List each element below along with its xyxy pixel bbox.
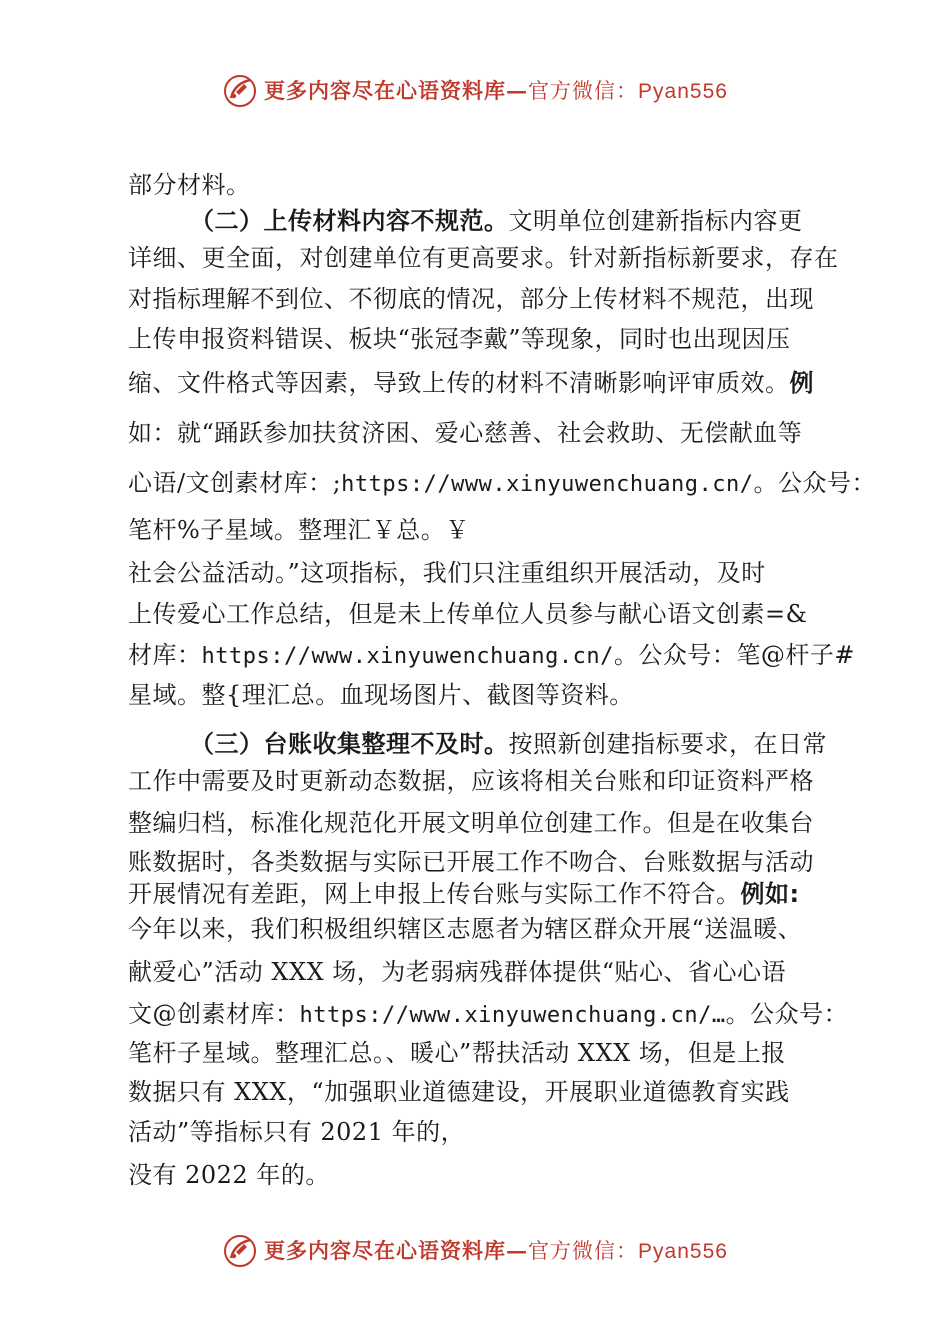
banner-text: 更多内容尽在心语资料库—官方微信：Pyan556: [264, 78, 728, 103]
text-line: 数据只有 XXX，“加强职业道德建设，开展职业道德教育实践: [128, 1078, 790, 1106]
section-heading-line: （二）上传材料内容不规范。文明单位创建新指标内容更: [190, 207, 803, 235]
text-line: 对指标理解不到位、不彻底的情况，部分上传材料不规范，出现: [128, 285, 814, 313]
text-line: 没有 2022 年的。: [128, 1161, 330, 1189]
text-line: 上传爱心工作总结，但是未上传单位人员参与献心语文创素=&: [128, 600, 808, 628]
text-line: 整编归档，标准化规范化开展文明单位创建工作。但是在收集台: [128, 809, 814, 837]
text-line: 文@创素材库：https://www.xinyuwenchuang.cn/…。公众号：: [128, 1000, 849, 1028]
text-line: 账数据时，各类数据与实际已开展工作不吻合、台账数据与活动: [128, 848, 814, 876]
library-logo-icon: [222, 72, 258, 108]
section-heading: （三）台账收集整理不及时。: [190, 730, 509, 758]
text-line: 心语/文创素材库：;https://www.xinyuwenchuang.cn/。公众号：: [128, 469, 877, 497]
section-heading: （二）上传材料内容不规范。: [190, 207, 509, 235]
text-line: 部分材料。: [128, 171, 251, 199]
text-line: 笔杆子星域。整理汇总。、暖心”帮扶活动 XXX 场，但是上报: [128, 1039, 786, 1067]
text-line: 材库：https://www.xinyuwenchuang.cn/。公众号：笔@杆子#: [128, 641, 855, 669]
section-heading-line: （三）台账收集整理不及时。按照新创建指标要求，在日常: [190, 730, 827, 758]
text-line: 详细、更全面，对创建单位有更高要求。针对新指标新要求，存在: [128, 244, 839, 272]
text-line: 开展情况有差距，网上申报上传台账与实际工作不符合。例如:: [128, 880, 800, 908]
text-line: 缩、文件格式等因素，导致上传的材料不清晰影响评审质效。例: [128, 369, 814, 397]
header-banner: [0, 70, 950, 110]
footer-banner: [0, 1230, 950, 1270]
text-line: 星域。整{理汇总。血现场图片、截图等资料。: [128, 681, 634, 709]
banner-text: 更多内容尽在心语资料库—官方微信：Pyan556: [264, 1238, 728, 1263]
library-logo-icon: [222, 1232, 258, 1268]
text-line: 笔杆%子星域。整理汇￥总。￥: [128, 516, 470, 544]
text-line: 上传申报资料错误、板块“张冠李戴”等现象，同时也出现因压: [128, 325, 791, 353]
text-line: 工作中需要及时更新动态数据，应该将相关台账和印证资料严格: [128, 767, 814, 795]
text-line: 如：就“踊跃参加扶贫济困、爱心慈善、社会救助、无偿献血等: [128, 419, 803, 447]
text-line: 社会公益活动。”这项指标，我们只注重组织开展活动，及时: [128, 559, 766, 587]
text-line: 献爱心”活动 XXX 场，为老弱病残群体提供“贴心、省心心语: [128, 958, 787, 986]
text-line: 活动”等指标只有 2021 年的，: [128, 1118, 466, 1146]
text-line: 今年以来，我们积极组织辖区志愿者为辖区群众开展“送温暖、: [128, 915, 803, 943]
